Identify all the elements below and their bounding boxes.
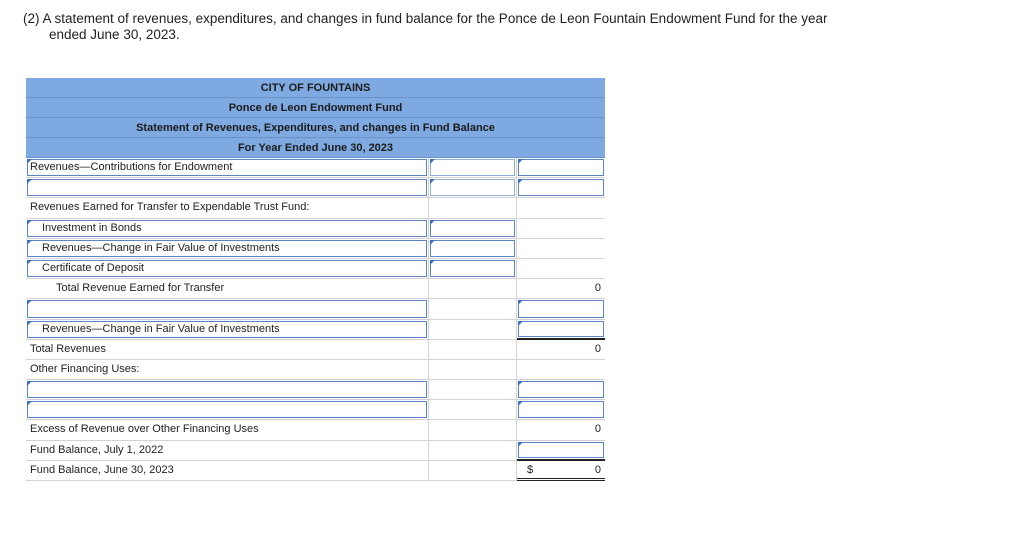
amount-cell-2[interactable] (517, 441, 605, 461)
amount-input[interactable] (518, 381, 604, 398)
amount-input[interactable] (430, 240, 515, 257)
amount-cell-1 (429, 340, 517, 360)
amount-input[interactable] (518, 159, 604, 176)
question-line-1: (2) A statement of revenues, expenditures, and changes in fund balance for the Ponce de Leon Fountain Endowment Fund for the year (23, 11, 828, 26)
row-revenues-earned-heading (26, 198, 605, 218)
amount-cell-1 (429, 400, 517, 420)
amount-input[interactable] (518, 179, 604, 196)
amount-cell-1 (429, 360, 517, 380)
row-label: Other Financing Uses: (30, 362, 140, 375)
row-blank-3 (26, 380, 605, 400)
total-value: 0 (594, 282, 601, 295)
amount-cell-1 (429, 441, 517, 461)
amount-cell-1 (429, 198, 517, 218)
amount-cell-2[interactable] (517, 380, 605, 400)
row-label: Investment in Bonds (42, 221, 142, 234)
amount-cell-1[interactable] (429, 219, 517, 239)
amount-input[interactable] (430, 260, 515, 277)
label-cell[interactable] (26, 178, 429, 198)
amount-cell-2 (517, 340, 605, 360)
label-cell (26, 441, 429, 461)
label-cell[interactable] (26, 380, 429, 400)
amount-cell-1 (429, 380, 517, 400)
row-label: Revenues—Contributions for Endowment (30, 161, 233, 173)
amount-cell-1 (429, 279, 517, 299)
row-investment-in-bonds (26, 219, 605, 239)
row-fund-balance-begin (26, 441, 605, 461)
label-cell[interactable] (26, 239, 429, 259)
label-cell[interactable] (26, 219, 429, 239)
total-value: 0 (594, 463, 601, 476)
header-period: For Year Ended June 30, 2023 (26, 138, 605, 158)
row-other-financing-uses (26, 360, 605, 380)
row-label: Excess of Revenue over Other Financing Uses (30, 423, 259, 436)
row-change-fair-value-2 (26, 320, 605, 340)
question-text (23, 11, 983, 43)
question-line-2: ended June 30, 2023. (49, 27, 180, 42)
amount-input[interactable] (518, 442, 604, 458)
header-entity: CITY OF FOUNTAINS (26, 78, 605, 98)
row-label: Certificate of Deposit (42, 261, 145, 274)
label-cell[interactable] (26, 400, 429, 420)
row-label: Revenues—Change in Fair Value of Investments (42, 241, 280, 254)
amount-cell-1[interactable] (429, 259, 517, 279)
label-cell[interactable] (26, 299, 429, 319)
row-blank-4 (26, 400, 605, 420)
amount-input[interactable] (430, 179, 515, 196)
fund-statement-worksheet (26, 78, 605, 481)
row-excess-of-revenue (26, 420, 605, 440)
total-value: 0 (594, 342, 601, 355)
header-statement: Statement of Revenues, Expenditures, and changes in Fund Balance (26, 118, 605, 138)
row-label: Fund Balance, July 1, 2022 (30, 443, 164, 456)
amount-cell-2[interactable] (517, 400, 605, 420)
amount-cell-2 (517, 360, 605, 380)
label-cell (26, 340, 429, 360)
amount-input[interactable] (518, 300, 604, 317)
amount-cell-2 (517, 198, 605, 218)
label-cell[interactable] (26, 320, 429, 340)
label-cell[interactable] (26, 158, 429, 178)
total-value: 0 (594, 423, 601, 436)
amount-cell-1 (429, 420, 517, 440)
amount-input[interactable] (518, 321, 604, 337)
amount-cell-1 (429, 461, 517, 481)
row-label: Total Revenues (30, 342, 106, 355)
account-input[interactable] (27, 300, 427, 317)
label-cell (26, 279, 429, 299)
row-total-revenues (26, 340, 605, 360)
label-cell (26, 360, 429, 380)
amount-cell-2 (517, 279, 605, 299)
row-label: Revenues Earned for Transfer to Expendable Trust Fund: (30, 201, 310, 214)
row-contributions (26, 158, 605, 178)
amount-cell-2[interactable] (517, 299, 605, 319)
account-input[interactable] (27, 179, 427, 196)
row-certificate-of-deposit (26, 259, 605, 279)
amount-input[interactable] (430, 220, 515, 237)
row-change-fair-value-1 (26, 239, 605, 259)
amount-cell-1[interactable] (429, 158, 517, 178)
currency-symbol: $ (527, 463, 534, 476)
row-fund-balance-end (26, 461, 605, 481)
header-fund: Ponce de Leon Endowment Fund (26, 98, 605, 118)
amount-cell-1 (429, 320, 517, 340)
row-label: Fund Balance, June 30, 2023 (30, 463, 174, 476)
row-blank-2 (26, 299, 605, 319)
amount-cell-1[interactable] (429, 178, 517, 198)
amount-cell-2[interactable] (517, 320, 605, 340)
row-blank-1 (26, 178, 605, 198)
amount-cell-2 (517, 461, 605, 481)
label-cell (26, 461, 429, 481)
amount-cell-2 (517, 239, 605, 259)
label-cell (26, 420, 429, 440)
label-cell[interactable] (26, 259, 429, 279)
amount-cell-2[interactable] (517, 158, 605, 178)
amount-input[interactable] (430, 159, 515, 176)
amount-input[interactable] (518, 401, 604, 418)
row-label: Revenues—Change in Fair Value of Investments (42, 322, 280, 335)
row-total-revenue-earned (26, 279, 605, 299)
account-input[interactable] (27, 381, 427, 398)
label-cell (26, 198, 429, 218)
amount-cell-2 (517, 219, 605, 239)
row-label: Total Revenue Earned for Transfer (56, 282, 225, 295)
amount-cell-1 (429, 299, 517, 319)
amount-cell-2[interactable] (517, 178, 605, 198)
amount-cell-1[interactable] (429, 239, 517, 259)
account-input[interactable] (27, 401, 427, 418)
amount-cell-2 (517, 259, 605, 279)
amount-cell-2 (517, 420, 605, 440)
